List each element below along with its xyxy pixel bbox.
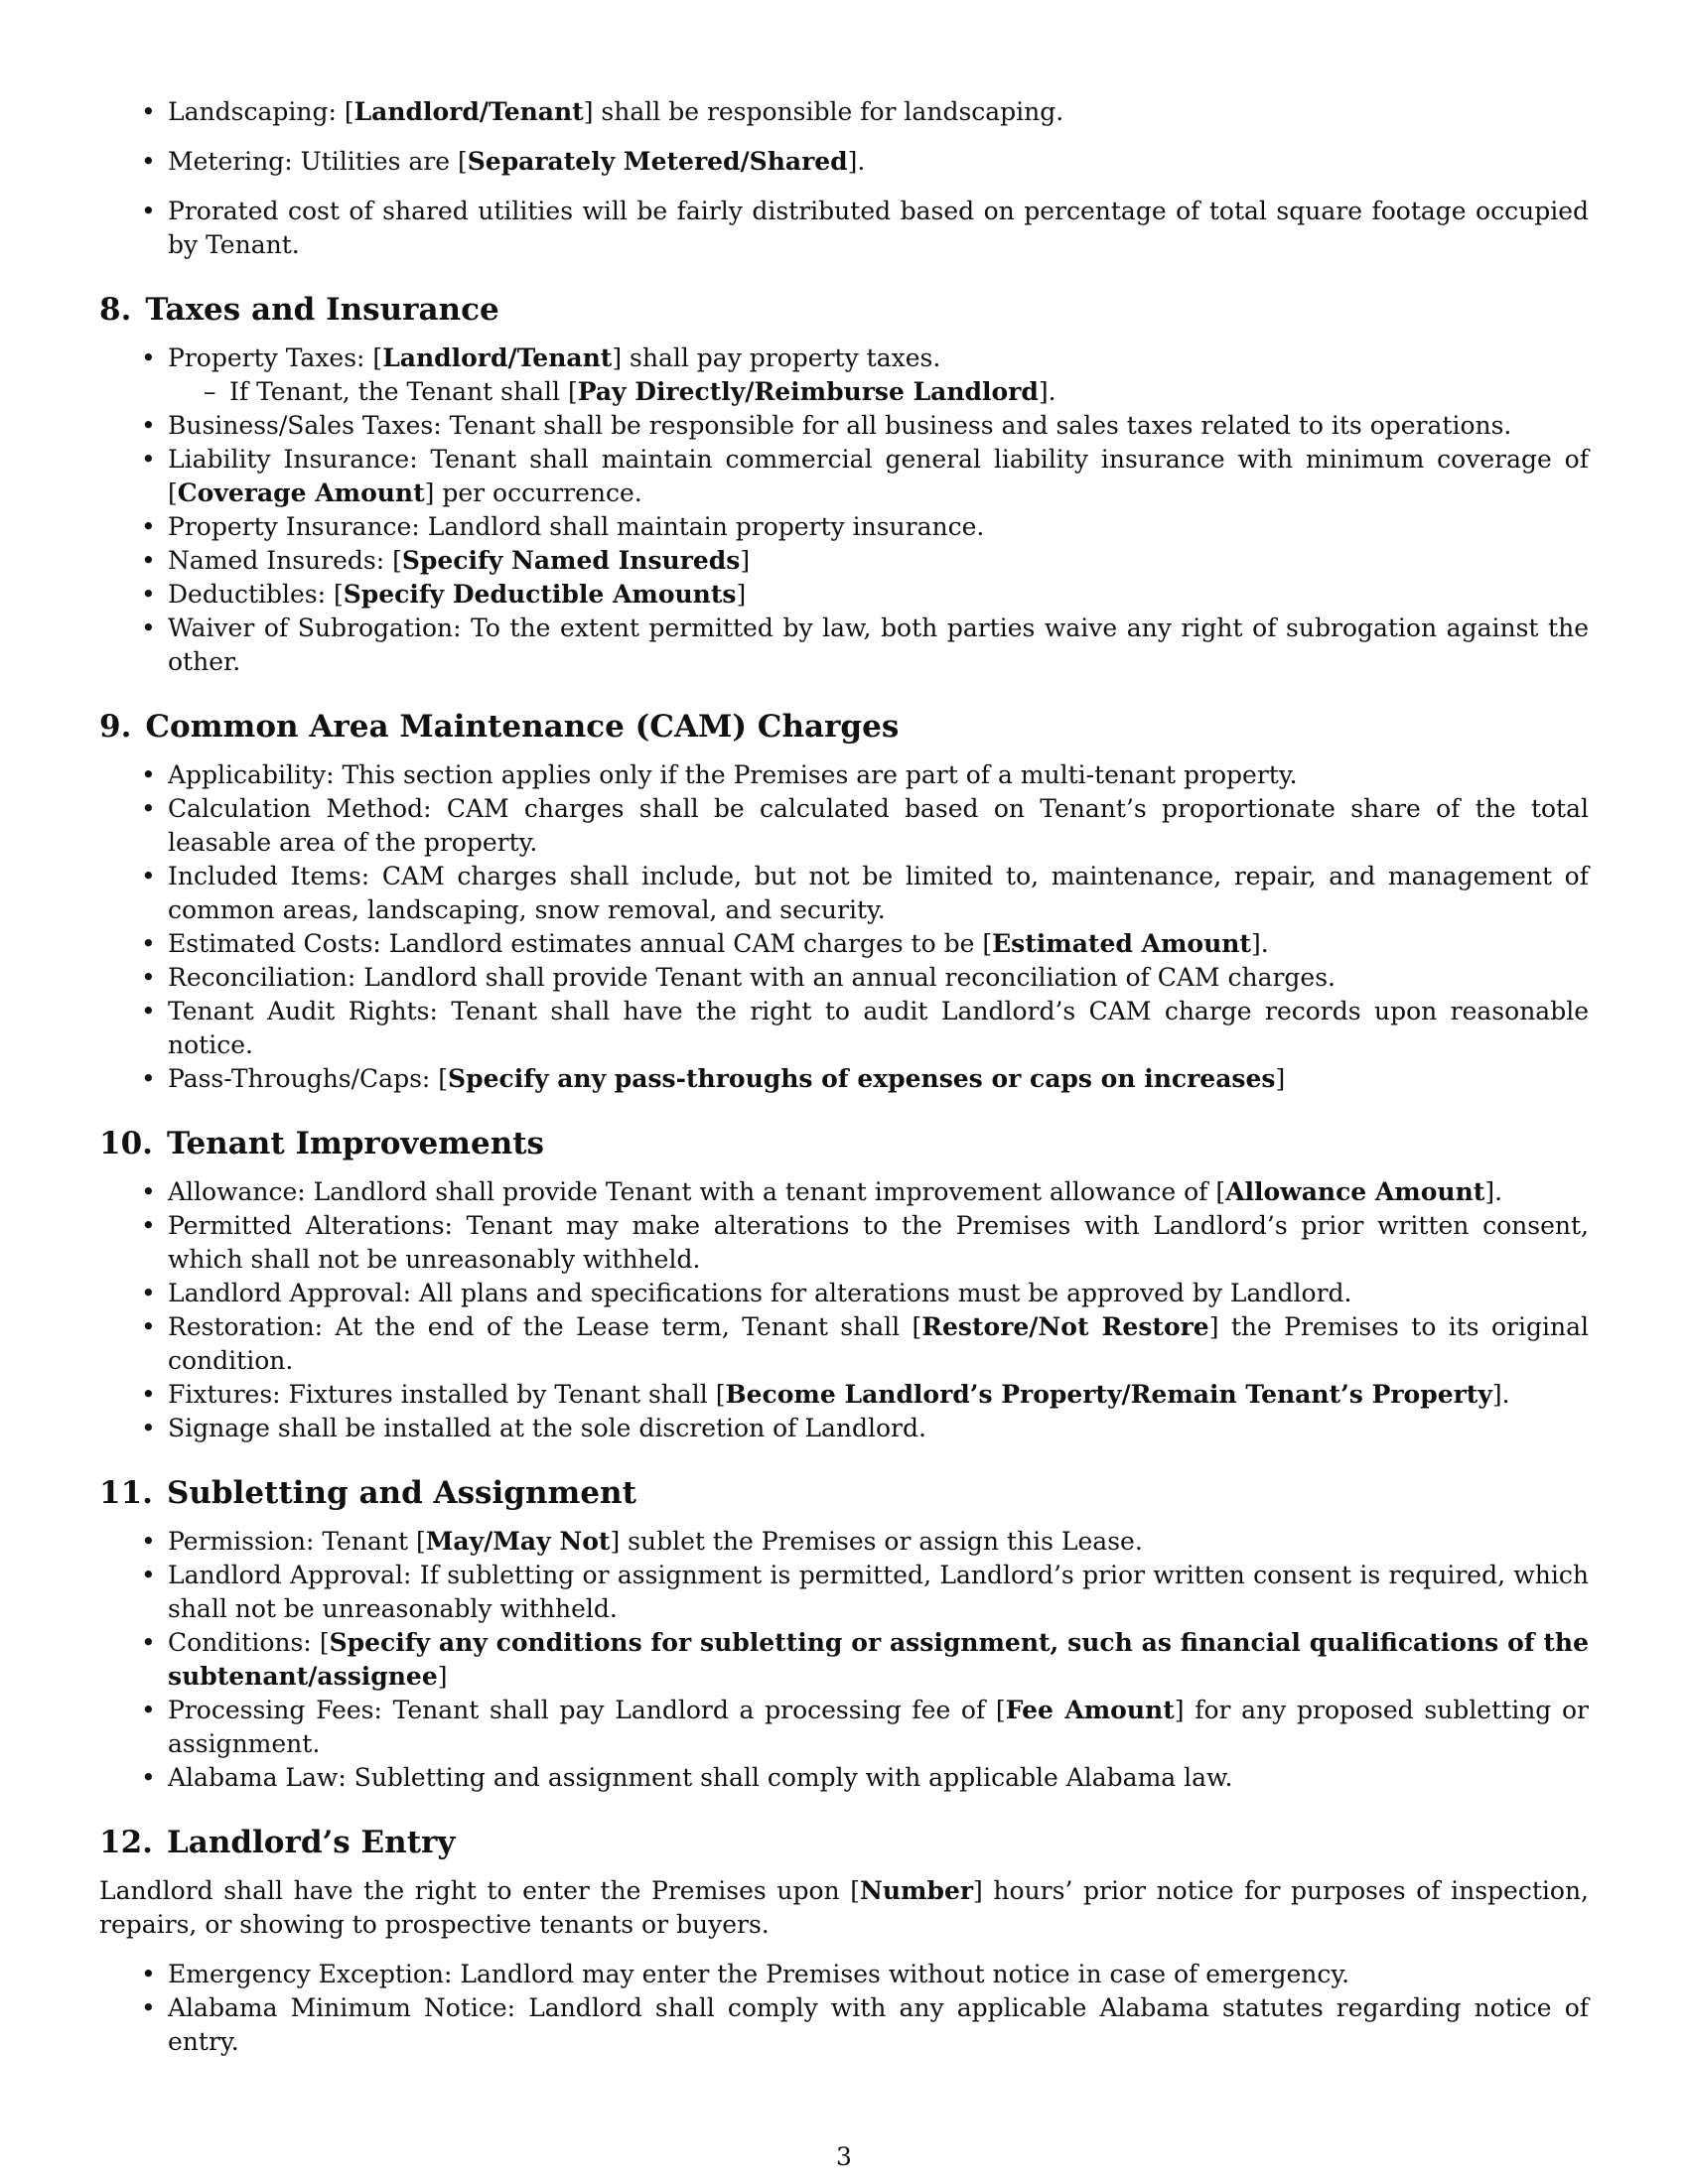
section-title: Tenant Improvements	[166, 1126, 545, 1161]
list-item	[99, 860, 1589, 927]
item-text: ] shall pay property taxes.	[612, 343, 941, 372]
list-item	[99, 758, 1589, 792]
list-item	[99, 578, 1589, 612]
list-item	[99, 1991, 1589, 2059]
item-text: Reconciliation: Landlord shall provide Tenant with an annual reconciliation of CAM charges.	[168, 963, 1336, 992]
paragraph-text: Landlord shall have the right to enter the Premises upon [	[99, 1876, 860, 1905]
section-heading-landlords-entry	[99, 1823, 1589, 1862]
list-item	[99, 961, 1589, 995]
item-text: Tenant Audit Rights: Tenant shall have the right to audit Landlord’s CAM charge records upon reasonable notice.	[168, 997, 1589, 1059]
item-text: Named Insureds: [	[168, 546, 402, 575]
item-placeholder: Fee Amount	[1005, 1696, 1175, 1724]
list-item	[99, 510, 1589, 544]
item-placeholder: Estimated Amount	[992, 929, 1251, 958]
list-item	[99, 443, 1589, 510]
item-placeholder: Pay Directly/Reimburse Landlord	[577, 377, 1039, 406]
list-item	[99, 1277, 1589, 1310]
item-text: ].	[1250, 929, 1269, 958]
tenant-improvements-list	[99, 1175, 1589, 1445]
section-number: 9.	[99, 709, 132, 745]
entry-paragraph	[99, 1874, 1589, 1942]
list-item	[99, 612, 1589, 679]
item-text: Property Taxes: [	[168, 343, 383, 372]
item-placeholder: Specify any pass-throughs of expenses or caps on increases	[448, 1064, 1276, 1093]
item-text: Emergency Exception: Landlord may enter the Premises without notice in case of emergency.	[168, 1960, 1350, 1988]
item-text: Landlord Approval: If subletting or assignment is permitted, Landlord’s prior written consent is required, which shall not be unreasonably withheld.	[168, 1561, 1589, 1623]
subletting-assignment-list	[99, 1525, 1589, 1795]
section-number: 8.	[99, 292, 132, 328]
list-item	[99, 1626, 1589, 1694]
item-text: Landscaping: [	[168, 97, 354, 126]
list-item	[99, 1175, 1589, 1209]
section-title: Taxes and Insurance	[145, 292, 499, 328]
item-text: ] shall be responsible for landscaping.	[583, 97, 1064, 126]
item-placeholder: Landlord/Tenant	[382, 343, 613, 372]
item-text: Alabama Law: Subletting and assignment shall comply with applicable Alabama law.	[168, 1763, 1233, 1792]
item-text: ]	[1275, 1064, 1286, 1093]
item-placeholder: Specify Named Insureds	[401, 546, 741, 575]
paragraph-text: ] hours’ prior notice for purposes of inspection, repairs, or showing to prospective tenants or buyers.	[99, 1876, 1589, 1939]
sub-list-item	[168, 375, 1589, 409]
item-placeholder: Become Landlord’s Property/Remain Tenant’s Property	[725, 1380, 1492, 1409]
section-heading-cam-charges	[99, 707, 1589, 747]
item-placeholder: Specify any conditions for subletting or assignment, such as financial qualifications of the subtenant/assignee	[168, 1628, 1589, 1691]
item-text: ].	[1484, 1177, 1503, 1206]
section-heading-taxes-insurance	[99, 290, 1589, 330]
item-text: Included Items: CAM charges shall include, but not be limited to, maintenance, repair, and management of common areas, landscaping, snow removal, and security.	[168, 862, 1589, 924]
item-text: ] the Premises to its original condition.	[168, 1312, 1590, 1375]
item-text: Estimated Costs: Landlord estimates annual CAM charges to be [	[168, 929, 993, 958]
list-item	[99, 1412, 1589, 1445]
list-item	[99, 544, 1589, 578]
item-text: ] for any proposed subletting or assignment.	[168, 1696, 1589, 1758]
item-text: Allowance: Landlord shall provide Tenant with a tenant improvement allowance of [	[168, 1177, 1226, 1206]
item-text: Applicability: This section applies only if the Premises are part of a multi-tenant property.	[168, 760, 1298, 789]
item-text: Business/Sales Taxes: Tenant shall be responsible for all business and sales taxes related to its operations.	[168, 411, 1512, 440]
item-text: Property Insurance: Landlord shall maintain property insurance.	[168, 512, 985, 541]
item-placeholder: Separately Metered/Shared	[467, 147, 848, 176]
item-text: ].	[1491, 1380, 1510, 1409]
item-text: ]	[736, 580, 747, 609]
list-item	[99, 1378, 1589, 1412]
item-text: Signage shall be installed at the sole discretion of Landlord.	[168, 1414, 926, 1442]
list-item	[99, 1209, 1589, 1277]
item-text: If Tenant, the Tenant shall [	[229, 377, 578, 406]
item-text: ] sublet the Premises or assign this Lease.	[610, 1527, 1143, 1556]
list-item	[99, 1761, 1589, 1795]
item-text: ].	[847, 147, 866, 176]
item-text: ]	[437, 1662, 448, 1691]
item-text: Prorated cost of shared utilities will be fairly distributed based on percentage of total square footage occupied by Tenant.	[168, 197, 1589, 259]
item-text: Processing Fees: Tenant shall pay Landlord a processing fee of [	[168, 1696, 1006, 1724]
item-text: Conditions: [	[168, 1628, 330, 1657]
item-placeholder: Allowance Amount	[1225, 1177, 1485, 1206]
utilities-list	[99, 95, 1589, 262]
list-item	[99, 927, 1589, 961]
section-number: 11.	[99, 1475, 153, 1511]
item-text: ]	[740, 546, 751, 575]
item-placeholder: Landlord/Tenant	[353, 97, 584, 126]
list-item	[99, 1062, 1589, 1096]
sub-list	[168, 375, 1589, 409]
item-text: Permitted Alterations: Tenant may make alterations to the Premises with Landlord’s prior written consent, which shall not be unreasonably withheld.	[168, 1211, 1589, 1274]
item-text: Deductibles: [	[168, 580, 344, 609]
list-item	[99, 409, 1589, 443]
paragraph-placeholder: Number	[860, 1876, 974, 1905]
item-text: ].	[1038, 377, 1056, 406]
list-item	[99, 1958, 1589, 1991]
item-placeholder: Restore/Not Restore	[921, 1312, 1209, 1341]
section-title: Common Area Maintenance (CAM) Charges	[145, 709, 900, 745]
list-item	[99, 341, 1589, 409]
list-item	[99, 1559, 1589, 1626]
document-page	[99, 95, 1589, 2059]
item-text: Landlord Approval: All plans and specifications for alterations must be approved by Landlord.	[168, 1279, 1352, 1307]
section-heading-subletting-assignment	[99, 1473, 1589, 1513]
taxes-insurance-list	[99, 341, 1589, 679]
section-heading-tenant-improvements	[99, 1124, 1589, 1163]
list-item	[99, 792, 1589, 860]
item-placeholder: May/May Not	[425, 1527, 611, 1556]
item-text: Restoration: At the end of the Lease term, Tenant shall [	[168, 1312, 922, 1341]
list-item	[99, 1694, 1589, 1761]
item-placeholder: Specify Deductible Amounts	[343, 580, 737, 609]
item-text: ] per occurrence.	[424, 478, 642, 507]
landlords-entry-list	[99, 1958, 1589, 2059]
item-text: Calculation Method: CAM charges shall be calculated based on Tenant’s proportionate share of the total leasable area of the property.	[168, 794, 1589, 857]
list-item	[99, 95, 1589, 129]
item-text: Waiver of Subrogation: To the extent permitted by law, both parties waive any right of subrogation against the other.	[168, 614, 1589, 676]
list-item	[99, 1310, 1589, 1378]
section-number: 10.	[99, 1126, 153, 1161]
list-item	[99, 195, 1589, 262]
item-text: Pass-Throughs/Caps: [	[168, 1064, 449, 1093]
section-title: Subletting and Assignment	[166, 1475, 636, 1511]
page-number: 3	[836, 2142, 852, 2171]
item-text: Fixtures: Fixtures installed by Tenant shall [	[168, 1380, 726, 1409]
item-placeholder: Coverage Amount	[177, 478, 425, 507]
section-number: 12.	[99, 1825, 153, 1860]
list-item	[99, 995, 1589, 1062]
item-text: Alabama Minimum Notice: Landlord shall comply with any applicable Alabama statutes regarding notice of entry.	[168, 1993, 1589, 2056]
list-item	[99, 145, 1589, 179]
cam-charges-list	[99, 758, 1589, 1096]
item-text: Liability Insurance: Tenant shall maintain commercial general liability insurance with minimum coverage of [	[168, 445, 1589, 507]
list-item	[99, 1525, 1589, 1559]
item-text: Metering: Utilities are [	[168, 147, 468, 176]
section-title: Landlord’s Entry	[166, 1825, 456, 1860]
item-text: Permission: Tenant [	[168, 1527, 426, 1556]
